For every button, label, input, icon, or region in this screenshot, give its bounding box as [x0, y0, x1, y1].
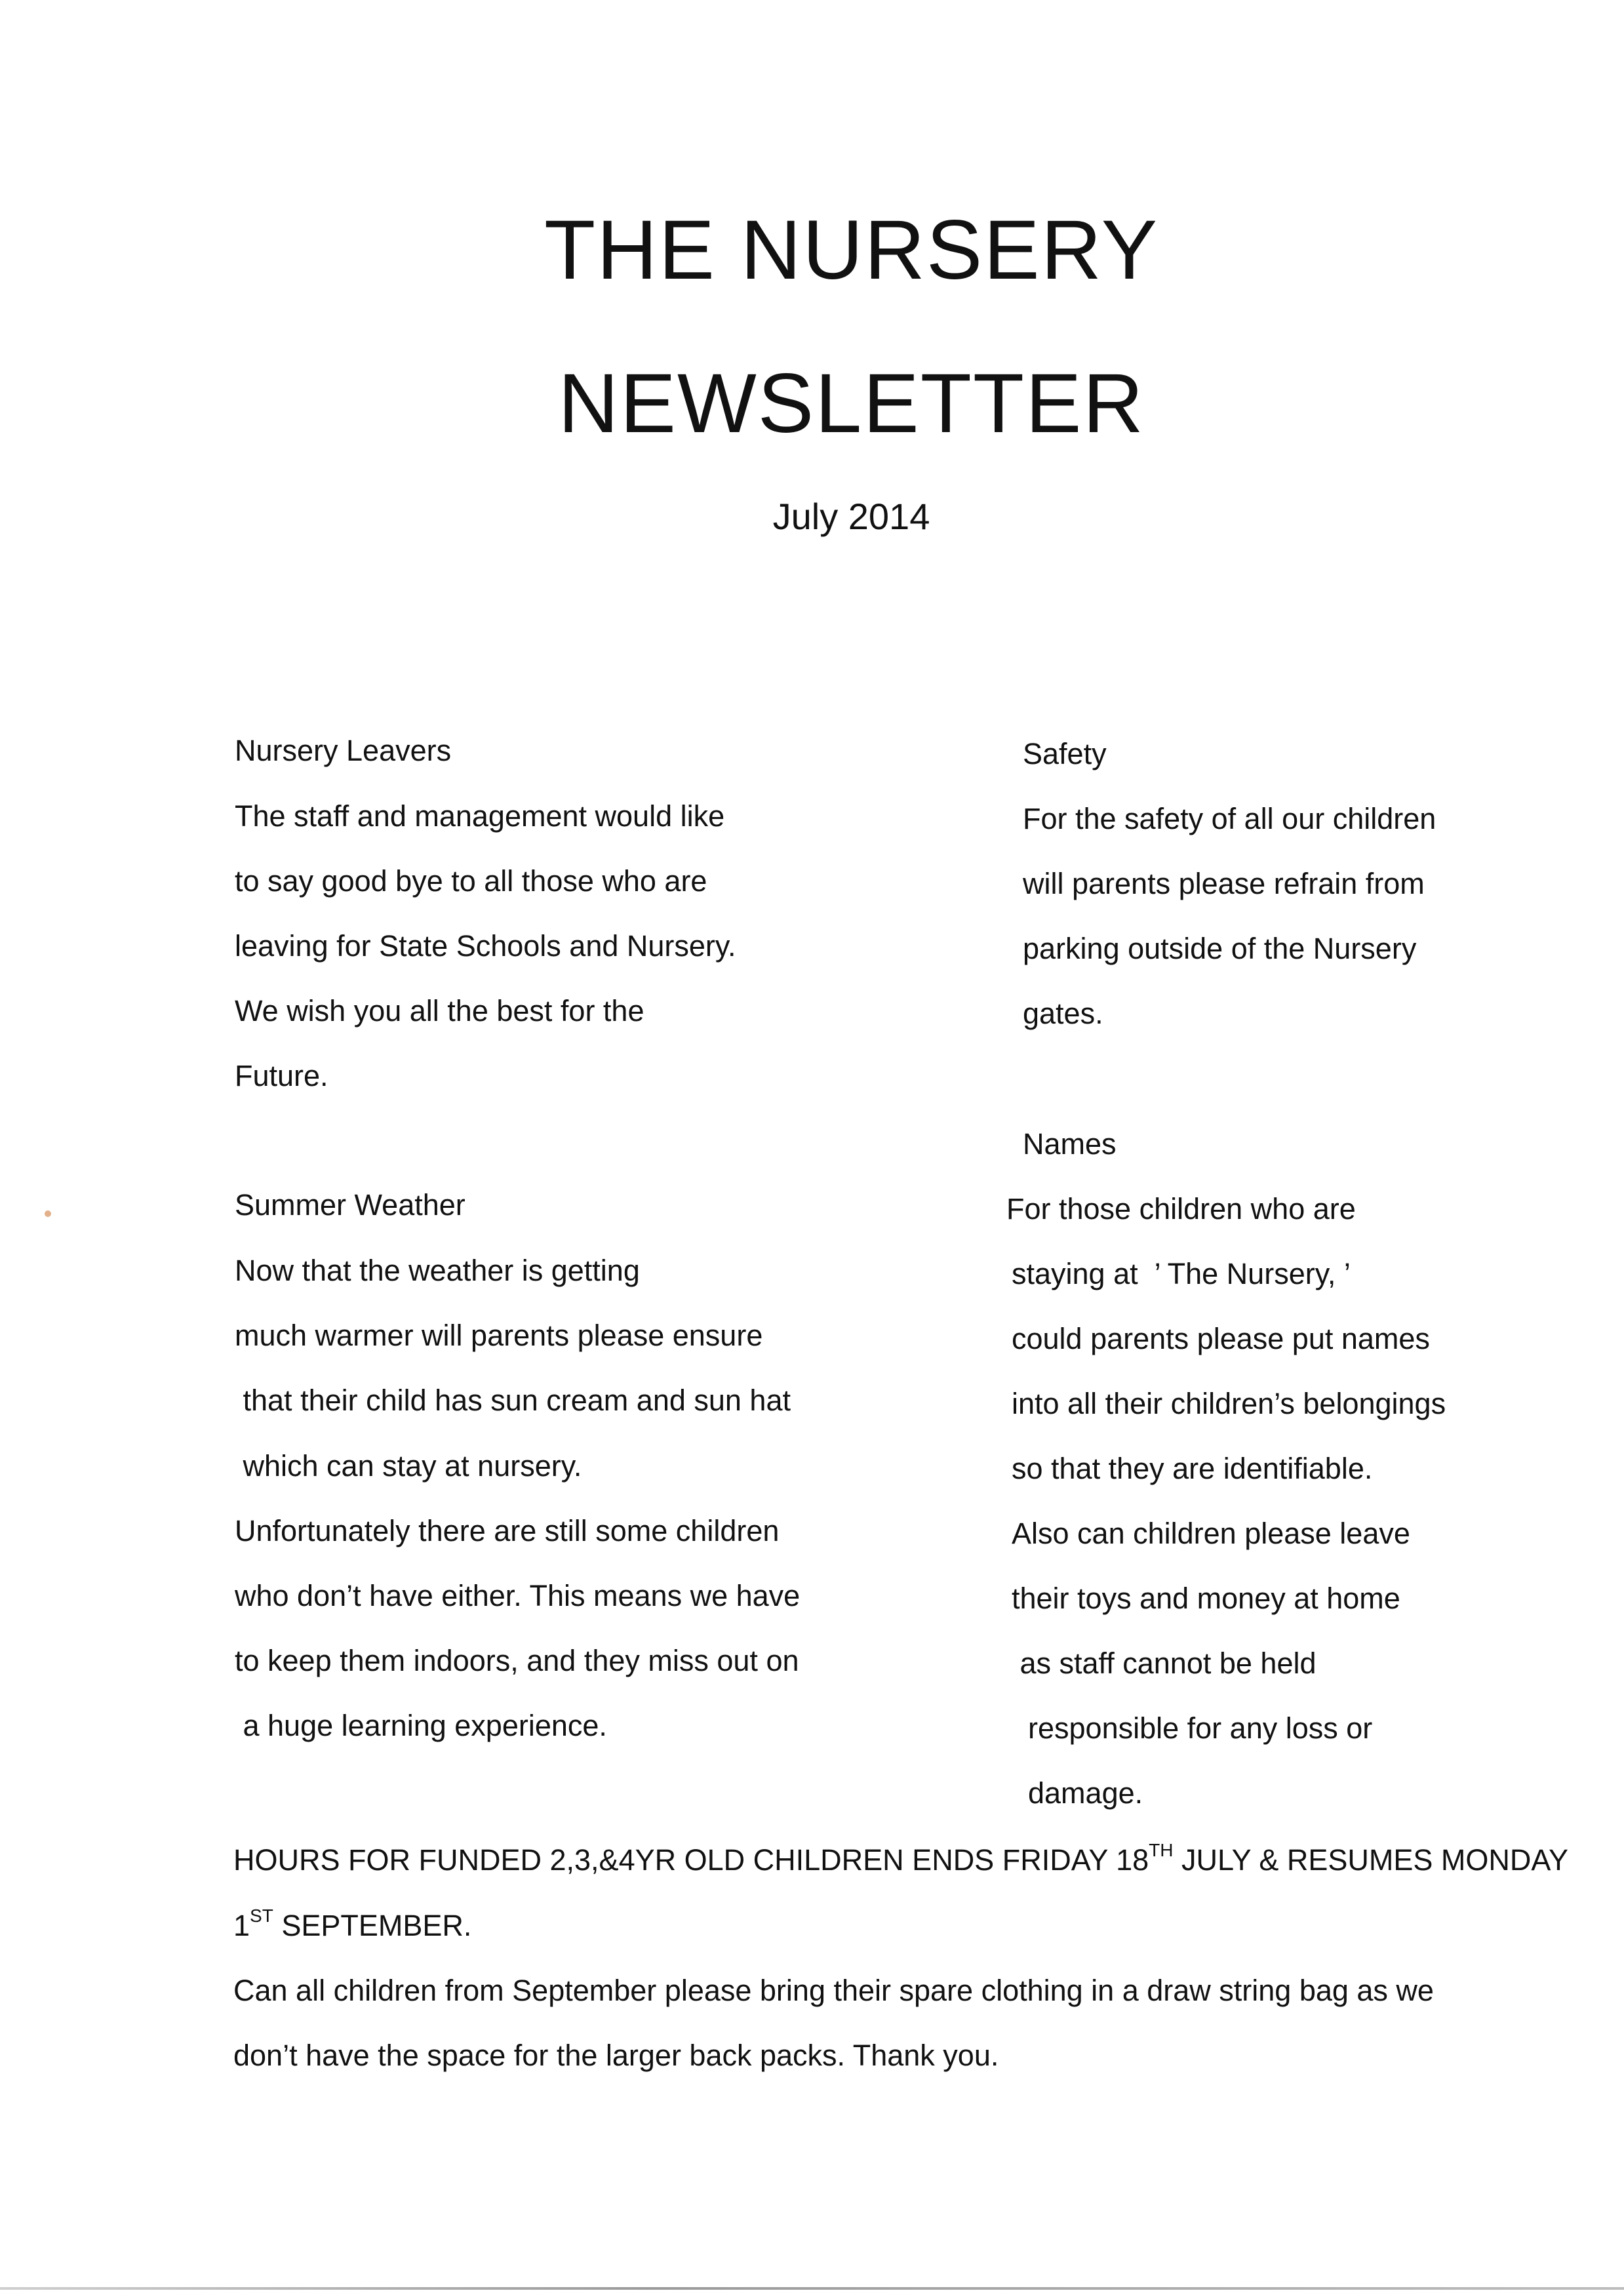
paragraph-line: so that they are identifiable.	[1012, 1452, 1373, 1485]
funded-hours-line-1	[233, 1840, 1569, 1877]
funded-hours-text: HOURS FOR FUNDED 2,3,&4YR OLD CHILDREN ENDS FRIDAY 18	[233, 1843, 1149, 1877]
funded-hours-text: SEPTEMBER.	[273, 1909, 472, 1942]
paragraph-line: Also can children please leave	[1012, 1517, 1410, 1550]
paragraph-line: damage.	[1012, 1776, 1143, 1810]
paragraph-line: Future.	[235, 1059, 328, 1092]
paragraph-line: much warmer will parents please ensure	[235, 1319, 763, 1352]
paragraph-line: For the safety of all our children	[1023, 802, 1436, 835]
paragraph-line: their toys and money at home	[1012, 1582, 1400, 1615]
paragraph-line: which can stay at nursery.	[235, 1449, 582, 1483]
paragraph-line: could parents please put names	[1012, 1322, 1430, 1355]
scan-edge-line	[0, 2287, 1624, 2290]
paragraph-line: We wish you all the best for the	[235, 994, 644, 1028]
newsletter-title-line-1: THE NURSERY	[544, 203, 1159, 297]
paragraph-line: will parents please refrain from	[1023, 867, 1425, 900]
paragraph-line: a huge learning experience.	[235, 1709, 607, 1742]
paragraph-line: The staff and management would like	[235, 799, 725, 833]
newsletter-title-line-2: NEWSLETTER	[558, 357, 1145, 450]
section-heading: Safety	[1023, 737, 1107, 770]
paragraph-line: leaving for State Schools and Nursery.	[235, 929, 736, 963]
paragraph-line: Unfortunately there are still some children	[235, 1514, 780, 1547]
paragraph-line: to say good bye to all those who are	[235, 864, 707, 898]
newsletter-date: July 2014	[772, 496, 930, 537]
funded-hours-line-2	[233, 1906, 472, 1942]
ordinal-suffix: TH	[1149, 1840, 1174, 1860]
paragraph-line: to keep them indoors, and they miss out on	[235, 1644, 799, 1677]
funded-hours-text: 1	[233, 1909, 250, 1942]
paragraph-line: Can all children from September please bring their spare clothing in a draw string bag as we	[233, 1974, 1434, 2007]
paragraph-line: don’t have the space for the larger back packs. Thank you.	[233, 2039, 999, 2072]
section-heading: Nursery Leavers	[235, 734, 452, 767]
paragraph-line: parking outside of the Nursery	[1023, 932, 1417, 965]
section-heading: Summer Weather	[235, 1188, 465, 1222]
paragraph-line: responsible for any loss or	[1012, 1711, 1373, 1745]
ordinal-suffix: ST	[250, 1906, 273, 1926]
paragraph-line: that their child has sun cream and sun hat	[235, 1384, 791, 1417]
paragraph-line: staying at ’ The Nursery, ’	[1012, 1257, 1351, 1290]
paragraph-line: For those children who are	[1006, 1192, 1356, 1226]
funded-hours-text: JULY & RESUMES MONDAY	[1173, 1843, 1569, 1877]
paragraph-line: gates.	[1023, 997, 1103, 1030]
section-heading: Names	[1023, 1127, 1117, 1161]
scan-speck	[45, 1210, 51, 1217]
paragraph-line: into all their children’s belongings	[1012, 1387, 1446, 1420]
paragraph-line: as staff cannot be held	[1012, 1646, 1317, 1680]
paragraph-line: Now that the weather is getting	[235, 1254, 640, 1287]
paragraph-line: who don’t have either. This means we have	[235, 1579, 801, 1612]
